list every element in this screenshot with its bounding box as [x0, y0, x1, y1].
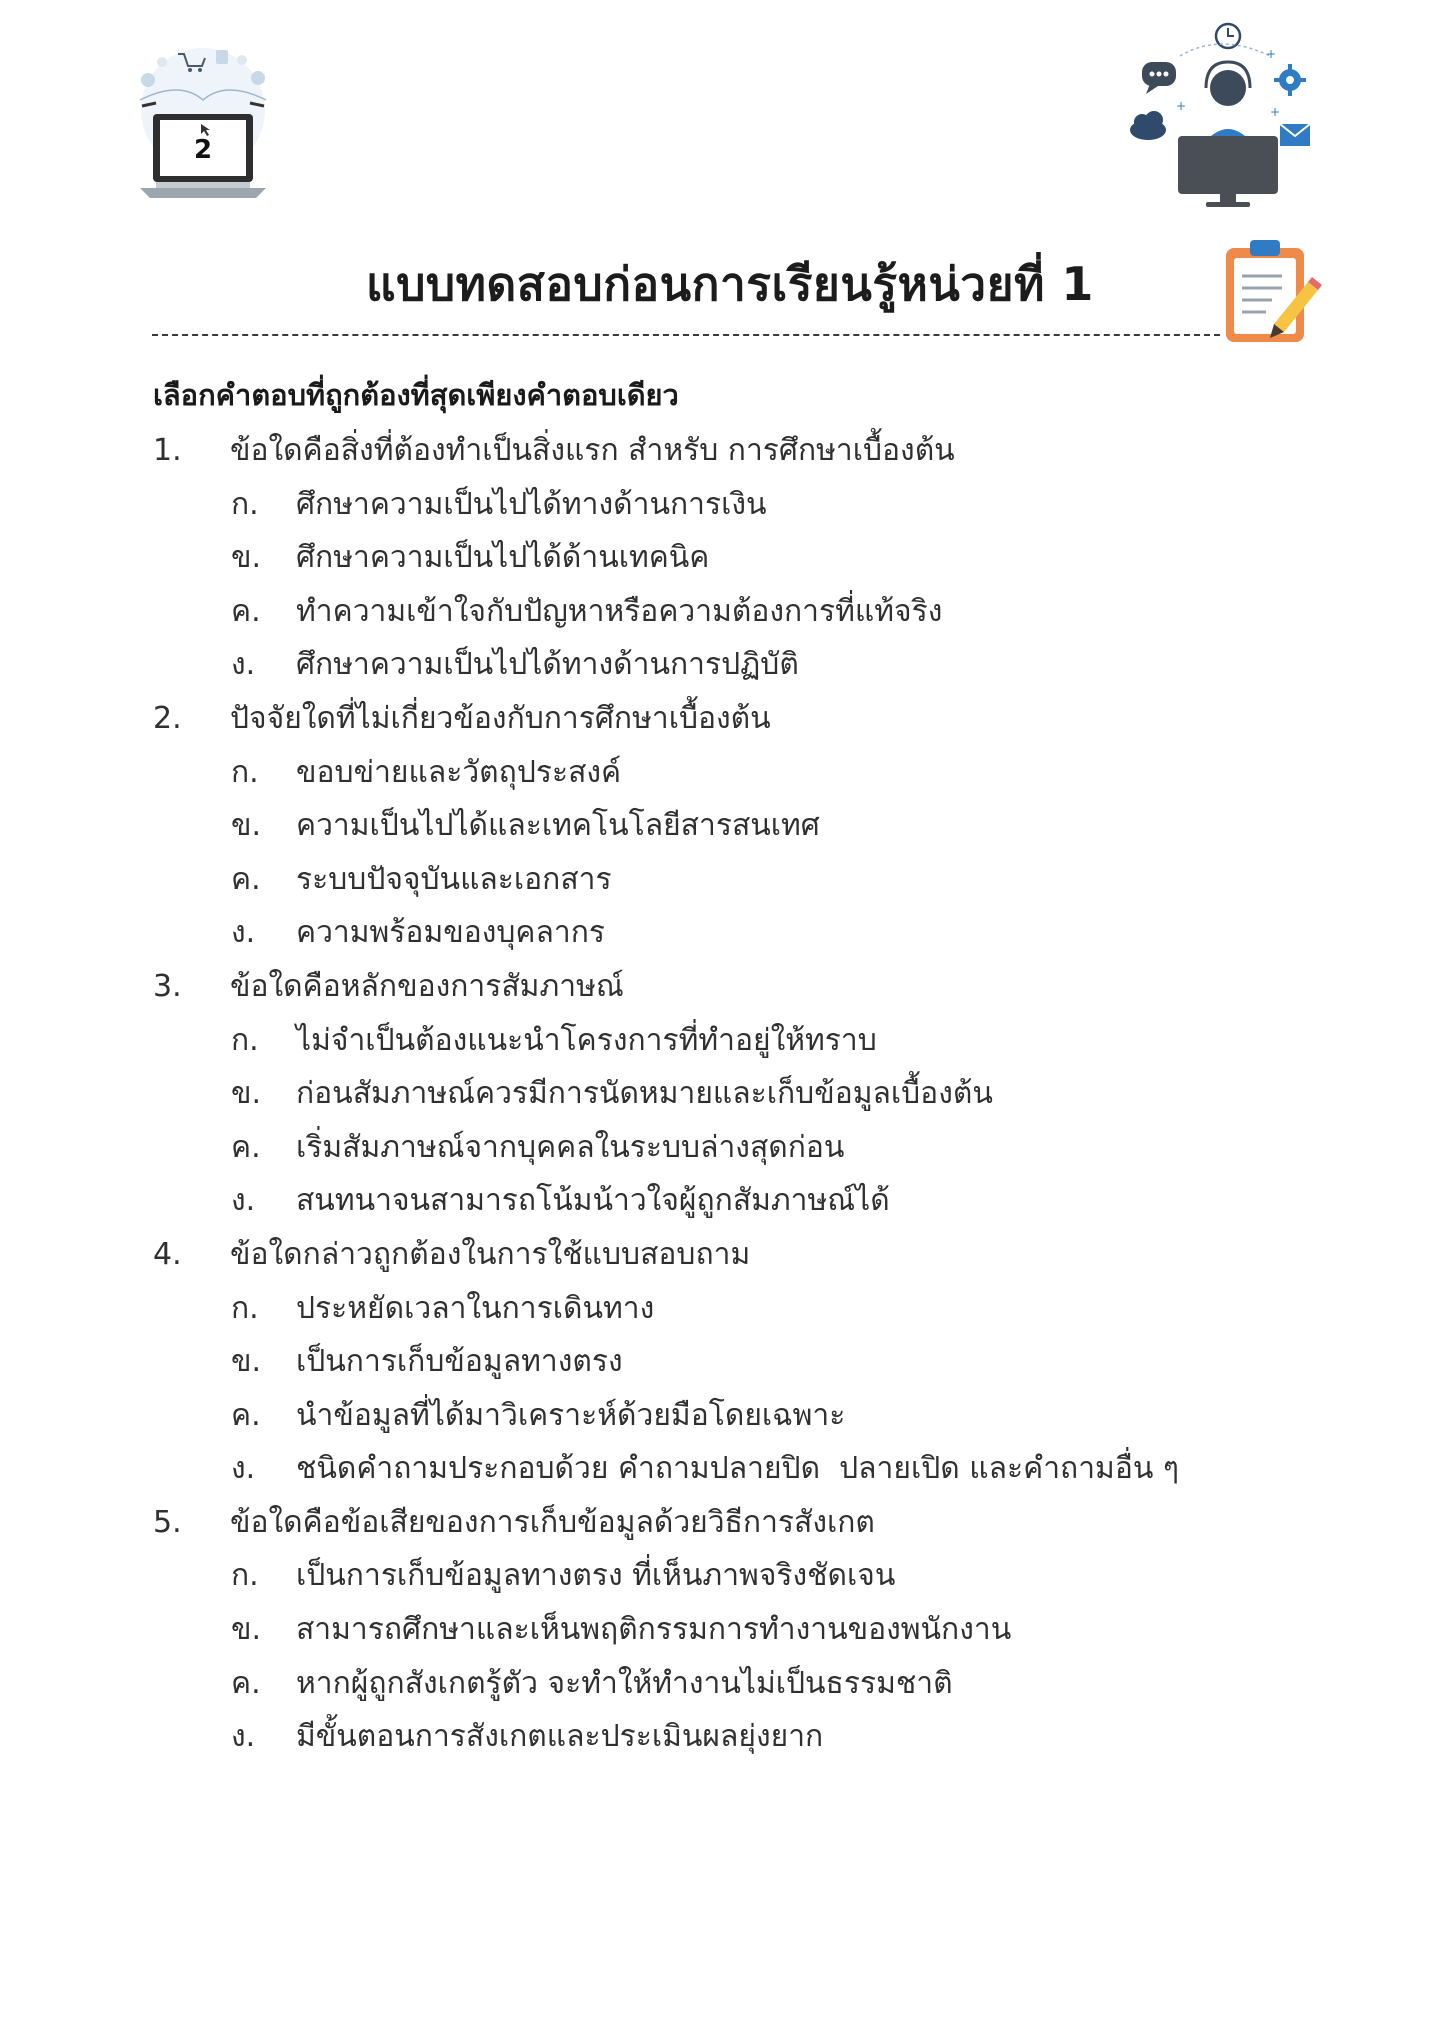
option-letter: ข.	[231, 808, 262, 844]
question-4-option-d[interactable]	[153, 1442, 1353, 1496]
option-text: ระบบปัจจุบันและเอกสาร	[296, 861, 612, 897]
option-letter: ก.	[231, 1022, 259, 1058]
question-3-option-a[interactable]	[153, 1014, 1353, 1068]
option-letter: ง.	[231, 915, 256, 951]
question-number: 3.	[153, 968, 182, 1004]
laptop-illustration	[118, 40, 288, 210]
option-letter: ค.	[231, 1665, 261, 1701]
option-letter: ก.	[231, 1290, 259, 1326]
option-text: ขอบข่ายและวัตถุประสงค์	[296, 754, 622, 790]
question-4	[153, 1228, 1353, 1282]
option-text: ศึกษาความเป็นไปได้ทางด้านการปฏิบัติ	[296, 647, 799, 683]
option-text: ศึกษาความเป็นไปได้ด้านเทคนิค	[296, 540, 710, 576]
option-text: ประหยัดเวลาในการเดินทาง	[296, 1290, 655, 1326]
option-text: เป็นการเก็บข้อมูลทางตรง ที่เห็นภาพจริงชัดเจน	[296, 1558, 896, 1594]
option-text: สนทนาจนสามารถโน้มน้าวใจผู้ถูกสัมภาษณ์ได้	[296, 1183, 890, 1219]
question-5-option-b[interactable]	[153, 1603, 1353, 1657]
question-2-option-b[interactable]	[153, 799, 1353, 853]
option-letter: ก.	[231, 754, 259, 790]
option-letter: ข.	[231, 1344, 262, 1380]
question-text: ปัจจัยใดที่ไม่เกี่ยวข้องกับการศึกษาเบื้องต้น	[230, 700, 771, 736]
option-text: หากผู้ถูกสังเกตรู้ตัว จะทำให้ทำงานไม่เป็นธรรมชาติ	[296, 1665, 953, 1701]
question-4-option-c[interactable]	[153, 1389, 1353, 1443]
option-text: ความเป็นไปได้และเทคโนโลยีสารสนเทศ	[296, 808, 820, 844]
cloud-icon	[1130, 111, 1166, 140]
question-2-option-c[interactable]	[153, 853, 1353, 907]
question-5-option-c[interactable]	[153, 1657, 1353, 1711]
question-text: ข้อใดคือข้อเสียของการเก็บข้อมูลด้วยวิธีการสังเกต	[230, 1504, 875, 1540]
option-text: ทำความเข้าใจกับปัญหาหรือความต้องการที่แท้จริง	[296, 593, 943, 629]
question-3-option-d[interactable]	[153, 1174, 1353, 1228]
option-letter: ก.	[231, 486, 259, 522]
question-1-option-a[interactable]	[153, 478, 1353, 532]
option-letter: ง.	[231, 647, 256, 683]
mail-icon	[1280, 124, 1310, 146]
option-letter: ค.	[231, 861, 261, 897]
question-5-option-a[interactable]	[153, 1549, 1353, 1603]
option-text: สามารถศึกษาและเห็นพฤติกรรมการทำงานของพนักงาน	[296, 1612, 1012, 1648]
laptop-badge: 2	[193, 135, 213, 165]
option-letter: ข.	[231, 1076, 262, 1112]
instruction-text: เลือกคำตอบที่ถูกต้องที่สุดเพียงคำตอบเดียว	[153, 378, 679, 412]
clipboard-icon	[1222, 236, 1322, 346]
option-text: นำข้อมูลที่ได้มาวิเคราะห์ด้วยมือโดยเฉพาะ	[296, 1397, 846, 1433]
option-letter: ง.	[231, 1183, 256, 1219]
page-title: แบบทดสอบก่อนการเรียนรู้หน่วยที่ 1	[366, 257, 1094, 311]
question-3-option-c[interactable]	[153, 1121, 1353, 1175]
question-1-option-d[interactable]	[153, 638, 1353, 692]
option-text: เป็นการเก็บข้อมูลทางตรง	[296, 1344, 623, 1380]
question-number: 2.	[153, 700, 182, 736]
support-agent-illustration	[1120, 18, 1320, 213]
question-2-option-d[interactable]	[153, 906, 1353, 960]
question-1	[153, 424, 1353, 478]
option-letter: ก.	[231, 1558, 259, 1594]
option-text: ความพร้อมของบุคลากร	[296, 915, 606, 951]
option-text: ชนิดคำถามประกอบด้วย คำถามปลายปิด ปลายเปิด และคำถามอื่น ๆ	[296, 1451, 1180, 1487]
option-text: มีขั้นตอนการสังเกตและประเมินผลยุ่งยาก	[296, 1719, 824, 1755]
option-letter: ง.	[231, 1451, 256, 1487]
option-letter: ค.	[231, 1129, 261, 1165]
question-text: ข้อใดคือสิ่งที่ต้องทำเป็นสิ่งแรก สำหรับ การศึกษาเบื้องต้น	[230, 433, 955, 468]
question-3	[153, 960, 1353, 1014]
option-letter: ข.	[231, 1612, 262, 1648]
question-1-option-b[interactable]	[153, 531, 1353, 585]
question-2	[153, 692, 1353, 746]
svg-text:+: +	[1266, 47, 1277, 61]
svg-text:+: +	[1176, 99, 1187, 113]
chat-bubble-icon	[1142, 62, 1176, 94]
option-letter: ค.	[231, 1397, 261, 1433]
question-1-option-c[interactable]	[153, 585, 1353, 639]
option-text: ศึกษาความเป็นไปได้ทางด้านการเงิน	[296, 486, 767, 522]
question-number: 4.	[153, 1236, 182, 1272]
question-2-option-a[interactable]	[153, 746, 1353, 800]
question-5-option-d[interactable]	[153, 1710, 1353, 1764]
question-text: ข้อใดคือหลักของการสัมภาษณ์	[230, 968, 624, 1004]
svg-text:+: +	[1270, 105, 1281, 119]
quiz-questions	[153, 424, 1353, 1764]
title-divider	[152, 334, 1220, 336]
option-text: เริ่มสัมภาษณ์จากบุคคลในระบบล่างสุดก่อน	[296, 1129, 845, 1165]
question-4-option-b[interactable]	[153, 1335, 1353, 1389]
question-number: 5.	[153, 1504, 182, 1540]
question-3-option-b[interactable]	[153, 1067, 1353, 1121]
option-text: ก่อนสัมภาษณ์ควรมีการนัดหมายและเก็บข้อมูลเบื้องต้น	[296, 1076, 993, 1112]
question-5	[153, 1496, 1353, 1550]
option-letter: ค.	[231, 593, 261, 629]
option-text: ไม่จำเป็นต้องแนะนำโครงการที่ทำอยู่ให้ทราบ	[296, 1022, 877, 1058]
question-number: 1.	[153, 433, 182, 468]
question-text: ข้อใดกล่าวถูกต้องในการใช้แบบสอบถาม	[230, 1236, 751, 1272]
gear-icon	[1274, 64, 1306, 96]
option-letter: ง.	[231, 1719, 256, 1755]
option-letter: ข.	[231, 540, 262, 576]
question-4-option-a[interactable]	[153, 1282, 1353, 1336]
